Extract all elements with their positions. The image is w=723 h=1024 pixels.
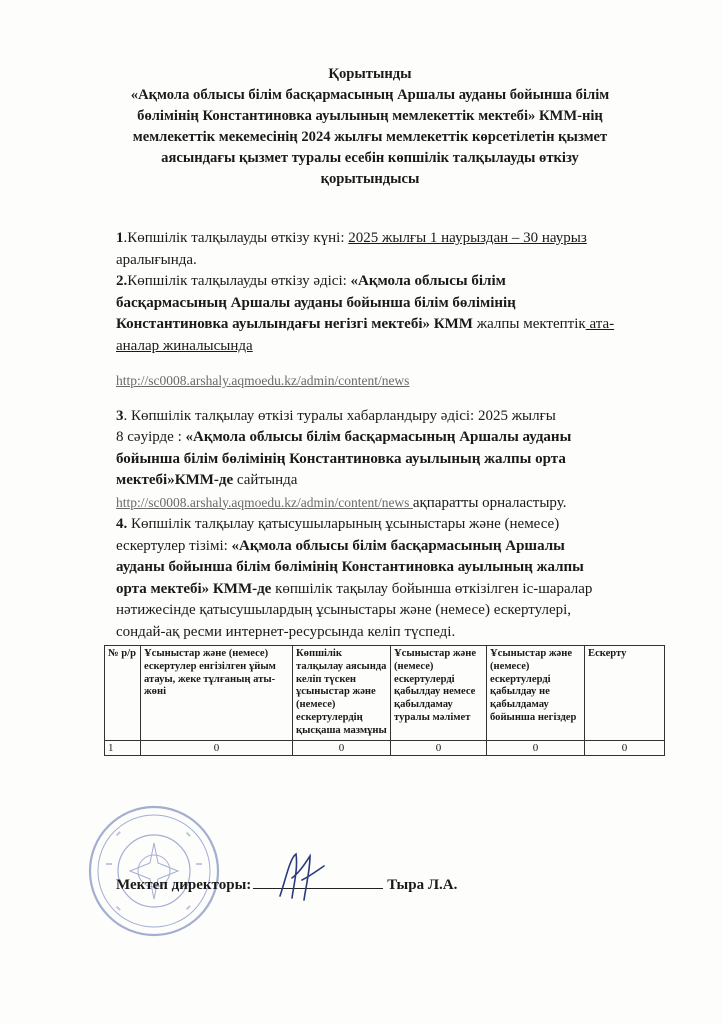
- item-2-org-line: басқармасының Аршалы ауданы бойынша білім бөлімінің: [116, 294, 516, 311]
- news-link[interactable]: http://sc0008.arshaly.aqmoedu.kz/admin/content/news: [116, 373, 410, 388]
- header-number: № р/р: [105, 646, 141, 741]
- header-organization: Ұсыныстар және (немесе) ескертулер енгізілген ұйым атауы, жеке тұлғаның аты-жөні: [141, 646, 293, 741]
- proposals-table: [104, 645, 665, 756]
- document-title: [100, 64, 640, 190]
- document-body: [116, 228, 676, 643]
- table-row: [105, 740, 665, 756]
- title-line: «Ақмола облысы білім басқармасының Аршалы ауданы бойынша білім: [130, 87, 610, 103]
- item-4-label-end: ескертулер тізімі:: [116, 537, 232, 554]
- item-4-number: 4.: [116, 516, 128, 532]
- item-2-method: жалпы мектептік: [472, 316, 586, 332]
- item-1-label: .Көпшілік талқылауды өткізу күні:: [123, 230, 349, 246]
- item-4-org: «Ақмола облысы білім басқармасының Аршалы: [231, 537, 565, 554]
- item-2-org: «Ақмола облысы білім: [350, 273, 506, 289]
- item-3-date: 8 сәуірде :: [116, 429, 186, 445]
- item-3-org: «Ақмола облысы білім басқармасының Аршалы ауданы: [185, 429, 572, 445]
- item-4-line4: [116, 579, 676, 601]
- header-note: Ескерту: [585, 646, 665, 741]
- item-2-line3: [116, 314, 676, 336]
- item-3-number: 3: [116, 407, 124, 424]
- item-4-org-line: ауданы бойынша білім бөлімінің Константиновка ауылының жалпы: [116, 559, 584, 575]
- item-4-line5: нәтижесінде қатысушылардың ұсыныстары және (немесе) ескертулері,: [116, 602, 572, 618]
- item-4: [116, 514, 676, 536]
- header-decision: Ұсыныстар және (немесе) ескертулерді қабылдау немесе қабылдамау туралы мәлімет: [391, 646, 487, 741]
- item-1-date: 2025 жылғы 1 наурыздан – 30 наурыз: [348, 230, 587, 246]
- item-4-org-end: орта мектебі» КММ-де: [116, 580, 272, 597]
- item-3-site: сайтында: [233, 472, 298, 488]
- item-1-number: 1: [116, 230, 124, 246]
- item-2-line4: аналар жиналысында: [116, 337, 253, 354]
- item-4-text: көпшілік тақылау бойынша өткізілген іс-шаралар: [271, 580, 593, 597]
- item-2: [116, 271, 676, 293]
- table-cell: 0: [293, 740, 391, 756]
- item-4-line6: сондай-ақ ресми интернет-ресурсында келіп түспеді.: [116, 623, 456, 640]
- table-cell: 0: [585, 740, 665, 756]
- header-reasons: Ұсыныстар және (немесе) ескертулерді қабылдау не қабылдамау бойынша негіздер: [487, 646, 585, 741]
- table-header-row: [105, 646, 665, 741]
- item-1: [116, 228, 676, 250]
- item-3-line5: [116, 492, 676, 515]
- signature-role: Мектеп директоры:: [116, 877, 252, 893]
- signature-name: Тыра Л.А.: [387, 877, 458, 893]
- item-2-number: 2.: [116, 273, 128, 289]
- item-4-line2: [116, 536, 676, 558]
- school-stamp: [86, 803, 222, 939]
- item-2-method-underlined: ата-: [585, 316, 615, 332]
- title-line: бөлімінің Константиновка ауылының мемлекеттік мектебі» КММ-нің: [137, 108, 603, 124]
- item-3-after: ақпаратты орналастыру.: [412, 494, 567, 511]
- item-3-label: . Көпшілік талқылау өткізі туралы хабарландыру әдісі: 2025 жылғы: [123, 407, 556, 424]
- news-link-2[interactable]: http://sc0008.arshaly.aqmoedu.kz/admin/content/news: [116, 494, 413, 510]
- item-3-line2: [116, 427, 676, 449]
- item-2-org-end: Константиновка ауылындағы негізгі мектебі» КММ: [116, 316, 473, 332]
- title-line: мемлекеттік мекемесінің 2024 жылғы мемлекеттік көрсетілетін қызмет: [132, 129, 608, 145]
- table-cell: 0: [391, 740, 487, 756]
- item-3: [116, 406, 676, 428]
- item-4-label: Көпшілік талқылау қатысушыларының ұсыныстары және (немесе): [127, 516, 560, 532]
- table-cell: 0: [141, 740, 293, 756]
- table-cell: 0: [487, 740, 585, 756]
- item-3-line4: [116, 470, 676, 492]
- item-2-label: Көпшілік талқылауды өткізу әдісі:: [127, 273, 351, 289]
- table-cell: 1: [105, 740, 141, 756]
- item-1-continuation: аралығында.: [116, 251, 197, 268]
- title-line: қорытындысы: [320, 171, 420, 187]
- title-line: аясындағы қызмет туралы есебін көпшілік талқылауды өткізу: [161, 150, 579, 166]
- item-3-org-line: бойынша білім бөлімінің Константиновка ауылының жалпы орта: [116, 450, 566, 467]
- header-summary: Көпшілік талқылау аясында келіп түскен ұсыныстар және (немесе) ескертулердің қысқаша мазмұны: [293, 646, 391, 741]
- title-line: Қорытынды: [328, 66, 412, 82]
- item-3-org-end: мектебі»КММ-де: [116, 472, 234, 488]
- handwritten-signature: [276, 848, 328, 906]
